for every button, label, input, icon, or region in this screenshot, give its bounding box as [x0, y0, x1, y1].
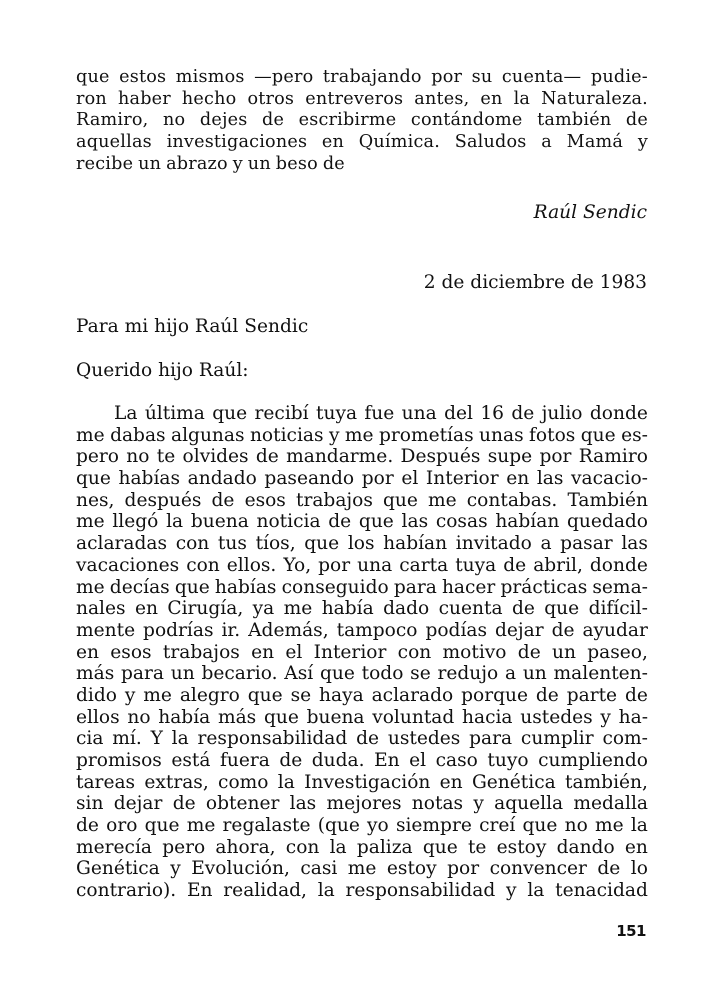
text-line: pero no te olvides de mandarme. Después supe por Ramiro	[76, 446, 648, 468]
text-line: que estos mismos —pero trabajando por su cuenta— pudie-	[76, 67, 648, 87]
text-line: me decías que habías conseguido para hacer prácticas sema-	[76, 576, 648, 598]
text-line: Genética y Evolución, casi me estoy por convencer de lo	[76, 858, 648, 880]
text-line: merecía pero ahora, con la paliza que te estoy dando en	[76, 836, 648, 858]
text-line: sin dejar de obtener las mejores notas y aquella medalla	[76, 793, 648, 815]
signature: Raúl Sendic	[533, 202, 647, 223]
text-line: en esos trabajos en el Interior con motivo de un paseo,	[76, 641, 648, 663]
letter-date: 2 de diciembre de 1983	[423, 272, 647, 293]
text-line: mente podrías ir. Además, tampoco podías dejar de ayudar	[76, 619, 648, 641]
text-line: aclaradas con tus tíos, que los habían invitado a pasar las	[76, 533, 648, 555]
text-line: Ramiro, no dejes de escribirme contándome también de	[76, 110, 648, 131]
text-line: La última que recibí tuya fue una del 16 de julio donde	[114, 403, 648, 424]
text-line: aquellas investigaciones en Química. Saludos a Mamá y	[76, 132, 648, 153]
text-line: nales en Cirugía, ya me había dado cuenta de que difícil-	[76, 598, 648, 620]
salutation: Querido hijo Raúl:	[76, 360, 249, 381]
text-line: me dabas algunas noticias y me prometías unas fotos que es-	[76, 424, 648, 446]
page-number: 151	[616, 922, 646, 940]
text-line: me llegó la buena noticia de que las cosas habían quedado	[76, 511, 648, 533]
text-line: vacaciones con ellos. Yo, por una carta tuya de abril, donde	[76, 554, 648, 576]
text-line: ron haber hecho otros entreveros antes, en la Naturaleza.	[76, 88, 648, 109]
text-line: contrario). En realidad, la responsabilidad y la tenacidad	[76, 880, 648, 902]
text-line: dido y me alegro que se haya aclarado porque de parte de	[76, 684, 648, 706]
text-line: cia mí. Y la responsabilidad de ustedes para cumplir com-	[76, 728, 648, 750]
text-line: ellos no había más que buena voluntad hacia ustedes y ha-	[76, 706, 648, 728]
previous-letter-ending	[76, 67, 648, 175]
text-line: más para un becario. Así que todo se redujo a un malenten-	[76, 663, 648, 685]
text-line: promisos está fuera de duda. En el caso tuyo cumpliendo	[76, 750, 648, 771]
addressee: Para mi hijo Raúl Sendic	[76, 316, 309, 337]
text-line: recibe un abrazo y un beso de	[76, 153, 345, 174]
text-line: de oro que me regalaste (que yo siempre creí que no me la	[76, 815, 648, 837]
text-line: tareas extras, como la Investigación en Genética también,	[76, 771, 648, 793]
text-line: que habías andado paseando por el Interior en las vacacio-	[76, 468, 648, 490]
text-line: nes, después de esos trabajos que me contabas. También	[76, 489, 648, 511]
letter-body	[76, 403, 648, 902]
